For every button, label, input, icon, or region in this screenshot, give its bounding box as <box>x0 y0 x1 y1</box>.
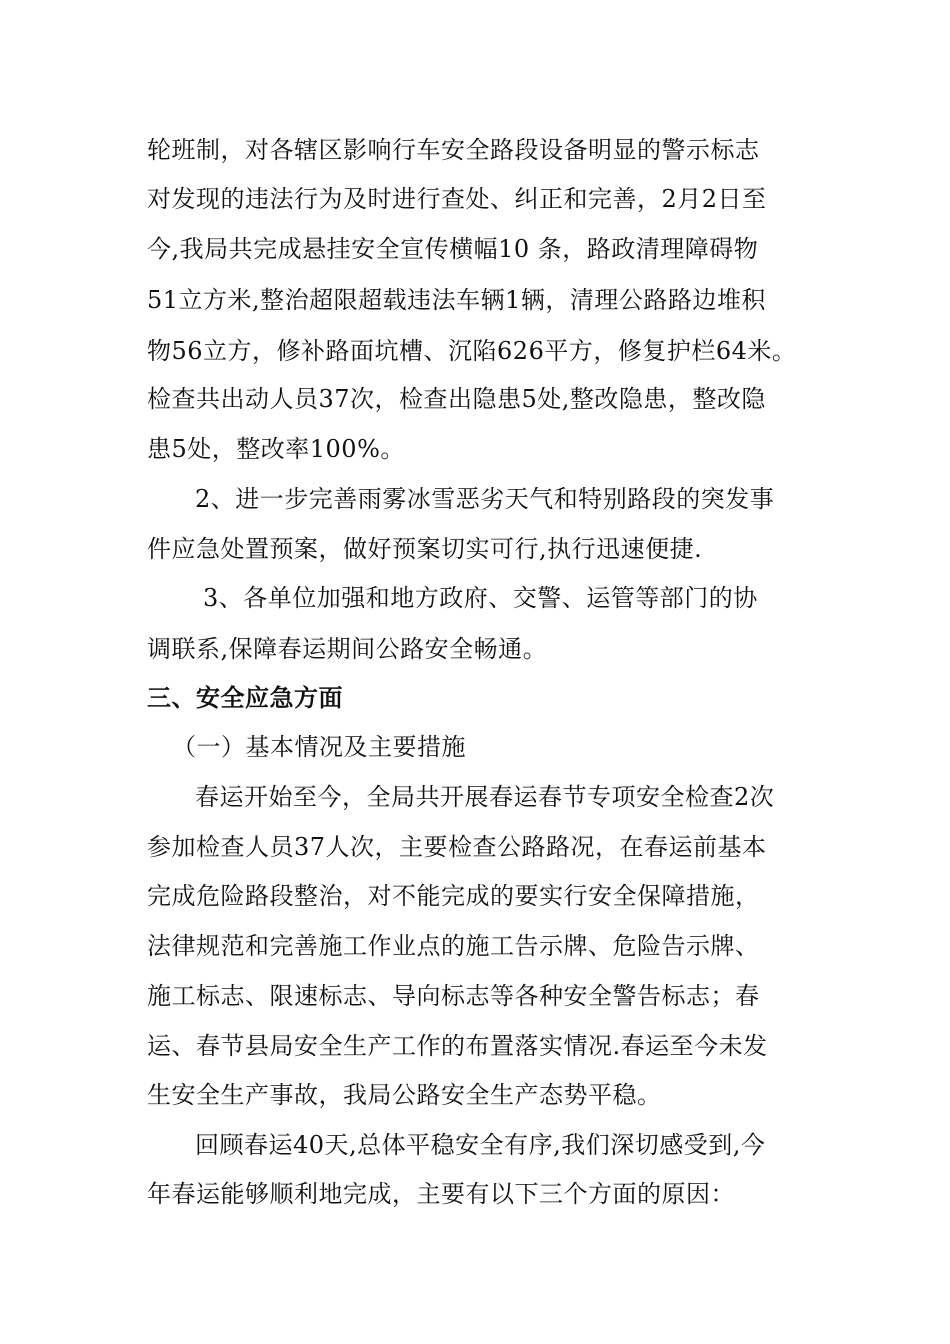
paragraph-start: 2、进一步完善雨雾冰雪恶劣天气和特别路段的突发事 <box>195 485 775 513</box>
text-line: 物56立方，修补路面坑槽、沉陷626平方，修复护栏64米。 <box>147 337 797 365</box>
text-line: 检查共出动人员37次，检查出隐患5处,整改隐患，整改隐 <box>147 385 766 413</box>
text-line: 法律规范和完善施工作业点的施工告示牌、危险告示牌、 <box>147 932 760 960</box>
text-line: 轮班制，对各辖区影响行车安全路段设备明显的警示标志 <box>147 136 760 164</box>
text-line: 件应急处置预案，做好预案切实可行,执行迅速便捷. <box>147 535 703 563</box>
text-line: 运、春节县局安全生产工作的布置落实情况.春运至今未发 <box>147 1032 768 1060</box>
text-line: 调联系,保障春运期间公路安全畅通。 <box>147 635 548 663</box>
text-line: 对发现的违法行为及时进行查处、纠正和完善，2月2日至 <box>147 185 767 213</box>
paragraph-start: 春运开始至今，全局共开展春运春节专项安全检查2次 <box>195 783 775 811</box>
text-line: 完成危险路段整治，对不能完成的要实行安全保障措施， <box>147 882 760 910</box>
subsection-heading: （一）基本情况及主要措施 <box>172 733 466 761</box>
text-line: 年春运能够顺利地完成，主要有以下三个方面的原因： <box>147 1180 735 1208</box>
paragraph-start: 回顾春运40天,总体平稳安全有序,我们深切感受到,今 <box>195 1131 766 1159</box>
text-line: 参加检查人员37人次，主要检查公路路况，在春运前基本 <box>147 833 767 861</box>
section-heading: 三、安全应急方面 <box>147 684 343 712</box>
paragraph-start: 3、各单位加强和地方政府、交警、运管等部门的协 <box>203 584 758 612</box>
text-line: 今,我局共完成悬挂安全宣传横幅10 条，路政清理障碍物 <box>147 235 759 263</box>
text-line: 施工标志、限速标志、导向标志等各种安全警告标志；春 <box>147 982 760 1010</box>
text-line: 患5处，整改率100%。 <box>147 435 405 463</box>
text-line: 51立方米,整治超限超载违法车辆1辆，清理公路路边堆积 <box>147 286 766 314</box>
text-line: 生安全生产事故，我局公路安全生产态势平稳。 <box>147 1081 662 1109</box>
